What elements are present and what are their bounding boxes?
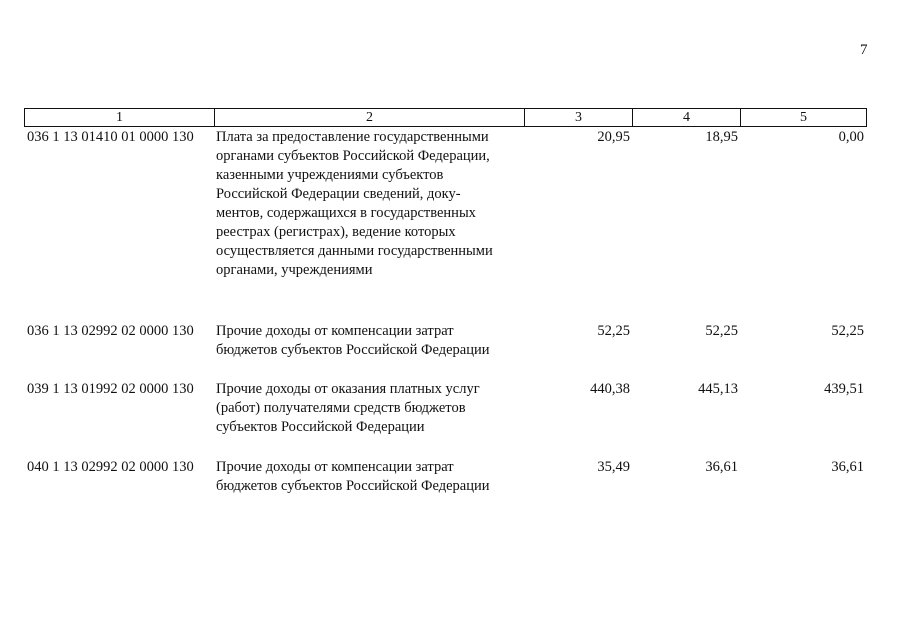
value-col3: 52,25	[597, 323, 630, 339]
description-line: субъектов Российской Федерации	[216, 419, 425, 435]
page-number: 7	[860, 42, 868, 58]
description-line: Плата за предоставление государственными	[216, 129, 489, 145]
value-col5: 0,00	[838, 129, 864, 145]
budget-code: 036 1 13 01410 01 0000 130	[27, 129, 194, 145]
description-line: Прочие доходы от оказания платных услуг	[216, 381, 480, 397]
value-col4: 18,95	[705, 129, 738, 145]
description-line: органами субъектов Российской Федерации,	[216, 148, 490, 164]
column-header-1: 1	[25, 109, 215, 127]
column-header-row	[25, 109, 867, 127]
value-col5: 36,61	[831, 459, 864, 475]
value-col3: 35,49	[597, 459, 630, 475]
column-header-5: 5	[741, 109, 867, 127]
description-line: бюджетов субъектов Российской Федерации	[216, 478, 490, 494]
description-line: Российской Федерации сведений, доку-	[216, 186, 461, 202]
value-col4: 445,13	[698, 381, 738, 397]
description-line: осуществляется данными государственными	[216, 243, 493, 259]
value-col5: 439,51	[824, 381, 864, 397]
column-header-table	[24, 108, 867, 127]
description-line: казенными учреждениями субъектов	[216, 167, 444, 183]
value-col3: 440,38	[590, 381, 630, 397]
revenue-description	[216, 128, 522, 280]
value-col4: 36,61	[705, 459, 738, 475]
column-header-4: 4	[633, 109, 741, 127]
description-line: реестрах (регистрах), ведение которых	[216, 224, 456, 240]
budget-code: 040 1 13 02992 02 0000 130	[27, 459, 194, 475]
description-line: органами, учреждениями	[216, 262, 373, 278]
description-line: Прочие доходы от компенсации затрат	[216, 323, 454, 339]
revenue-description	[216, 458, 522, 496]
description-line: ментов, содержащихся в государственных	[216, 205, 476, 221]
revenue-description	[216, 380, 522, 437]
description-line: (работ) получателями средств бюджетов	[216, 400, 466, 416]
budget-code: 036 1 13 02992 02 0000 130	[27, 323, 194, 339]
budget-code: 039 1 13 01992 02 0000 130	[27, 381, 194, 397]
description-line: бюджетов субъектов Российской Федерации	[216, 342, 490, 358]
column-header-3: 3	[525, 109, 633, 127]
column-header-2: 2	[215, 109, 525, 127]
value-col3: 20,95	[597, 129, 630, 145]
value-col4: 52,25	[705, 323, 738, 339]
value-col5: 52,25	[831, 323, 864, 339]
description-line: Прочие доходы от компенсации затрат	[216, 459, 454, 475]
revenue-description	[216, 322, 522, 360]
